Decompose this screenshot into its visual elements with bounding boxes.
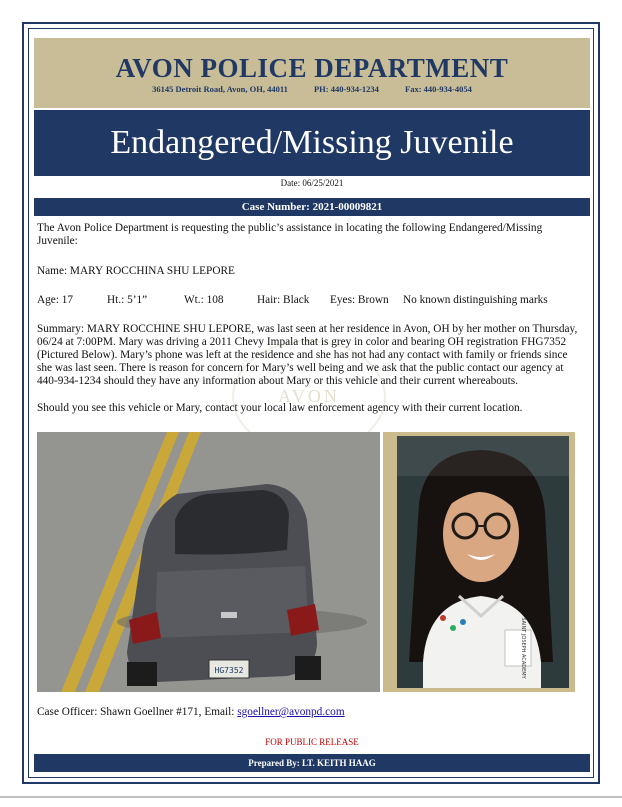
prepared-by-bar: Prepared By: LT. KEITH HAAG (34, 754, 590, 772)
marks-value: No known distinguishing marks (403, 294, 548, 306)
summary-paragraph: Summary: MARY ROCCHINE SHU LEPORE, was last seen at her residence in Avon, OH by her mother on Thursday, 06/24 at 7:00PM. Mary was driving a 2011 Chevy Impala that is grey in color and bearing OH registration FHG7352 (Pictured Below). Mary’s phone was left at the residence and she has not had any contact with family or friends since she was last seen. There is reason for concern for Mary’s well being and we ask that the public contact our agency at 440-934-1234 should they have any information about Mary or this vehicle and their current whereabouts. (37, 323, 578, 387)
department-phone: PH: 440-934-1234 (313, 84, 379, 94)
age-value: Age: 17 (37, 294, 74, 306)
department-header (34, 38, 590, 108)
case-officer-line (37, 706, 345, 718)
hair-value: Hair: Black (257, 294, 310, 306)
height-value: Ht.: 5’1” (107, 294, 148, 306)
department-contact (34, 83, 590, 95)
weight-value: Wt.: 108 (184, 294, 224, 306)
public-release-label: FOR PUBLIC RELEASE (265, 737, 359, 747)
department-address: 36145 Detroit Road, Avon, OH, 44011 (152, 84, 288, 94)
case-officer-label: Case Officer: Shawn Goellner #171, Email: (37, 706, 238, 718)
juvenile-photo-drawing (383, 432, 575, 692)
juvenile-name: Name: MARY ROCCHINA SHU LEPORE (37, 265, 235, 277)
department-name: AVON POLICE DEPARTMENT (115, 53, 509, 83)
department-fax: Fax: 440-934-4054 (405, 84, 472, 94)
advisory-paragraph: Should you see this vehicle or Mary, contact your local law enforcement agency with their current location. (37, 402, 523, 414)
officer-email-link[interactable]: sgoellner@avonpd.com (237, 706, 345, 718)
watermark-text: AVON (278, 386, 340, 406)
shirt-logo-text: SAINT JOSEPH ACADEMY (520, 617, 526, 679)
physical-description (37, 294, 585, 307)
intro-paragraph: The Avon Police Department is requesting the public’s assistance in locating the following Endangered/Missing Juvenile: (37, 222, 543, 247)
poster-title: Endangered/Missing Juvenile (34, 110, 590, 176)
vehicle-photo (37, 432, 380, 692)
license-plate-text: HG7352 (214, 666, 244, 675)
juvenile-photo (383, 432, 575, 692)
vehicle-photo-drawing (37, 432, 380, 692)
case-number-bar: Case Number: 2021-00009821 (34, 198, 590, 216)
eyes-value: Eyes: Brown (330, 294, 389, 306)
poster-date: Date: 06/25/2021 (280, 178, 344, 188)
notice-body (37, 222, 585, 415)
page-bottom-rule (0, 796, 622, 798)
